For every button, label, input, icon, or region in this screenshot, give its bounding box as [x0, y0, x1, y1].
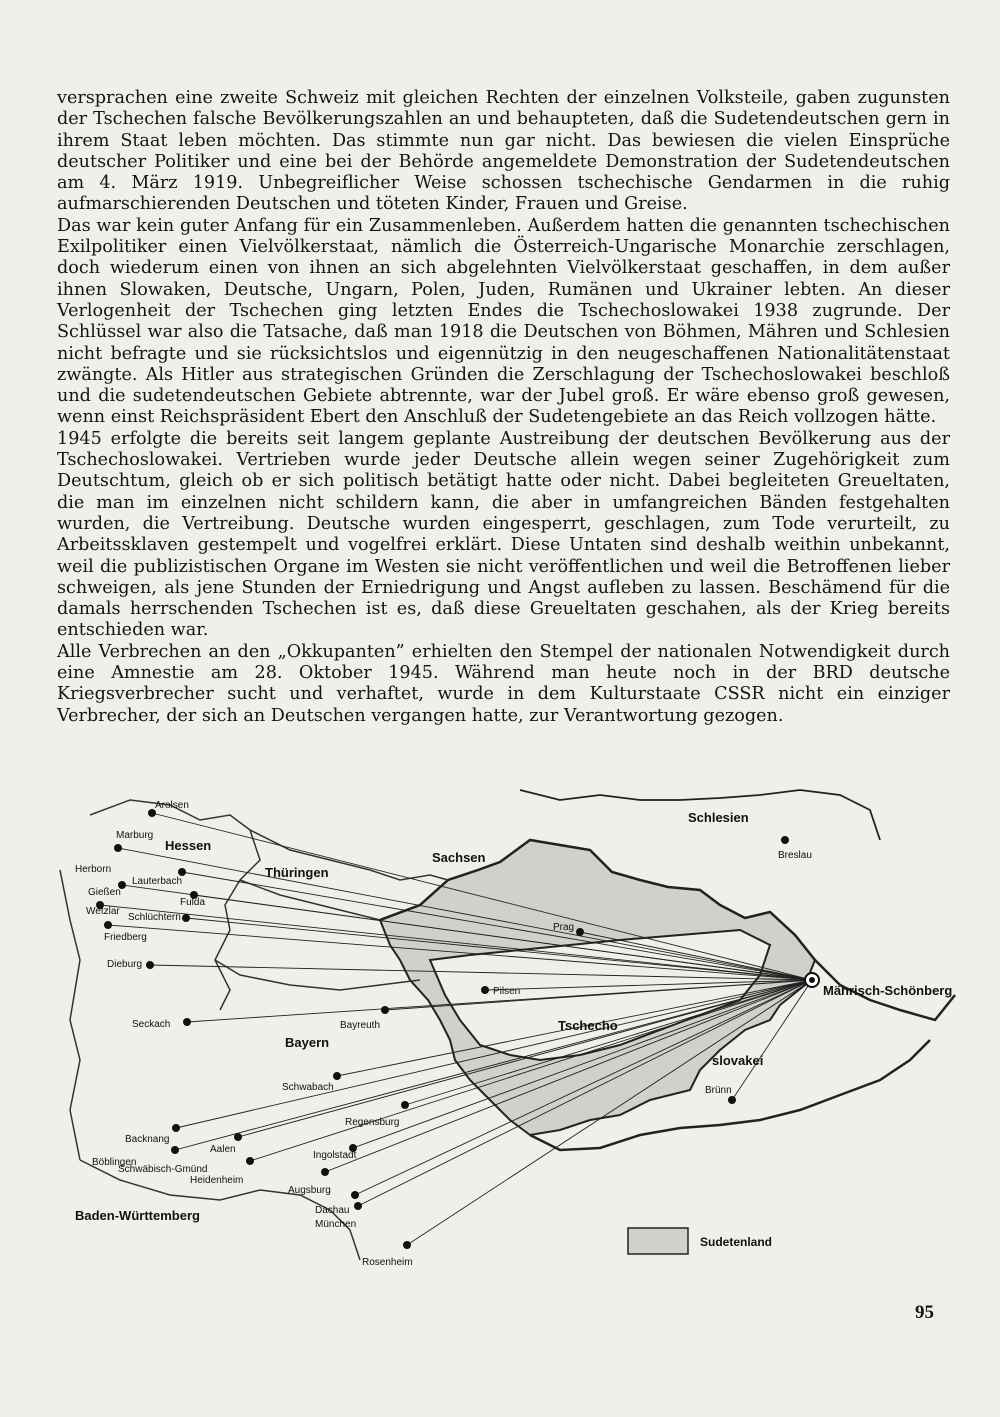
city-label: Fulda	[180, 897, 206, 908]
city-label: Wetzlar	[86, 906, 120, 917]
city-label: Schwäbisch-Gmünd	[118, 1164, 208, 1175]
city-label: Pilsen	[493, 986, 521, 997]
city-label: Brünn	[705, 1085, 732, 1096]
country-label: Tschecho	[558, 1018, 618, 1033]
city-label: Breslau	[778, 850, 812, 861]
country-label: slovakei	[712, 1053, 764, 1068]
city-label: Backnang	[125, 1134, 170, 1145]
city-label: Friedberg	[104, 932, 147, 943]
origin-label: Mährisch-Schönberg	[823, 983, 953, 998]
region-label: Baden-Württemberg	[75, 1208, 200, 1223]
paragraph-4: Alle Verbrechen an den „Okkupanten” erhielten den Stempel der nationalen Notwendigkeit durch eine Amnestie am 28. Oktober 1945. Während man heute noch in der BRD deutsche Kriegsverbrecher sucht und verhaftet, wurde in dem Kulturstaate CSSR nicht ein einziger Verbrecher, der sich an Deutschen vergangen hatte, zur Verantwortung gezogen.	[57, 641, 950, 726]
page-number: 95	[915, 1302, 934, 1323]
region-label: Schlesien	[688, 810, 749, 825]
city-label: Prag	[553, 922, 575, 933]
city-label: Augsburg	[288, 1185, 331, 1196]
paragraph-2: Das war kein guter Anfang für ein Zusammenleben. Außerdem hatten die genannten tschechischen Exilpolitiker einen Vielvölkerstaat, nämlich die Österreich-Ungarische Monarchie zerschlagen, doch wiederum einen von ihnen an sich abgelehnten Vielvölkerstaat geschaffen, in dem außer ihnen Slowaken, Deutsche, Ungarn, Polen, Juden, Rumänen und Ukrainer lebten. An dieser Verlogenheit der Tschechen ging letzten Endes die Tschechoslowakei 1938 zugrunde. Der Schlüssel war also die Tatsache, daß man 1918 die Deutschen von Böhmen, Mähren und Schlesien nicht befragte und sie rücksichtslos und eigennützig in den neugeschaffenen Nationalitätenstaat zwängte. Als Hitler aus strategischen Gründen die Zerschlagung der Tschechoslowakei beschloß und die sudetendeutschen Gebiete abtrennte, war der Jubel groß. Er wäre ebenso groß gewesen, wenn einst Reichspräsident Ebert den Anschluß der Sudetengebiete an das Reich vollzogen hätte.	[57, 215, 950, 428]
region-label: Bayern	[285, 1035, 330, 1050]
city-label: Böblingen	[92, 1157, 137, 1168]
city-label: Aalen	[210, 1144, 236, 1155]
city-label: Marburg	[116, 830, 154, 841]
region-label: Sachsen	[432, 850, 486, 865]
city-label: Arolsen	[155, 800, 189, 811]
region-label: Hessen	[165, 838, 212, 853]
paragraph-3: 1945 erfolgte die bereits seit langem geplante Austreibung der deutschen Bevölkerung aus der Tschechoslowakei. Vertrieben wurde jeder Deutsche allein wegen seiner Zugehörigkeit zum Deutschtum, gleich ob er sich politisch betätigt hatte oder nicht. Dabei begleiteten Greueltaten, die man im einzelnen nicht schildern kann, die aber in umfangreichen Bänden festgehalten wurden, die Vertreibung. Deutsche wurden eingesperrt, geschlagen, zum Tode verurteilt, zu Arbeitssklaven gestempelt und vogelfrei erklärt. Diese Untaten sind deshalb weithin unbekannt, weil die publizistischen Organe im Westen sie nicht veröffentlichen und weil die Betroffenen lieber schweigen, als jene Stunden der Erniedrigung und Angst aufleben zu lassen. Beschämend für die damals herrschenden Tschechen ist es, daß diese Greueltaten geschahen, als der Krieg bereits entschieden war.	[57, 428, 950, 641]
city-label: Ingolstadt	[313, 1150, 357, 1161]
paragraph-1: versprachen eine zweite Schweiz mit gleichen Rechten der einzelnen Volksteile, gaben zugunsten der Tschechen falsche Bevölkerungszahlen an und behaupteten, daß die Sudetendeutschen gern in ihrem Staat leben möchten. Das stimmte nun gar nicht. Das bewiesen die vielen Einsprüche deutscher Politiker und eine bei der Behörde angemeldete Demonstration der Sudetendeutschen am 4. März 1919. Unbegreiflicher Weise schossen tschechische Gendarmen in die ruhig aufmarschierenden Deutschen und töteten Kinder, Frauen und Greise.	[57, 88, 950, 215]
legend-label: Sudetenland	[700, 1235, 773, 1249]
city-label: Dieburg	[107, 959, 143, 970]
city-label: Schwabach	[282, 1082, 334, 1093]
expulsion-map	[0, 770, 1000, 1290]
city-label: Gießen	[88, 887, 121, 898]
state-borders	[60, 800, 448, 1260]
sudetenland-area	[380, 840, 815, 1135]
city-label: Schlüchtern	[128, 912, 181, 923]
city-label: Herborn	[75, 864, 112, 875]
city-label: Rosenheim	[362, 1257, 413, 1268]
region-label: Thüringen	[265, 865, 329, 880]
city-label: Heidenheim	[190, 1175, 244, 1186]
city-label: Lauterbach	[132, 876, 183, 887]
city-label: Bayreuth	[340, 1020, 381, 1031]
body-text	[57, 88, 950, 727]
city-label: Seckach	[132, 1019, 171, 1030]
city-label: München	[315, 1219, 357, 1230]
city-label: Dachau	[315, 1205, 350, 1216]
city-label: Regensburg	[345, 1117, 400, 1128]
legend-swatch	[628, 1228, 688, 1254]
